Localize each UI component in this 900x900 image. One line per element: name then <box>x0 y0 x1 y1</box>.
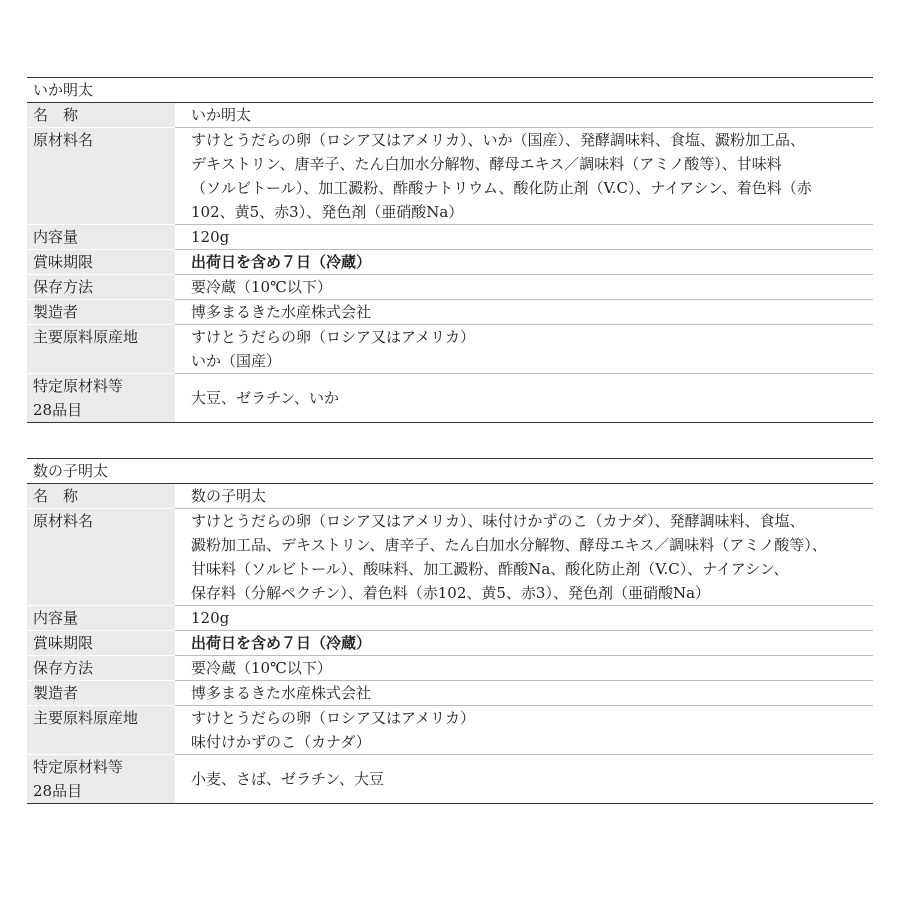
row-volume <box>27 606 873 631</box>
allergens-label-line: 28品目 <box>33 401 83 419</box>
origin-line: すけとうだらの卵（ロシア又はアメリカ） <box>191 328 475 346</box>
row-label: 原材料名 <box>27 128 175 225</box>
row-label: 主要原料原産地 <box>27 706 175 755</box>
origin-value <box>175 706 873 755</box>
best-before-value: 出荷日を含め７日（冷蔵） <box>175 631 873 656</box>
best-before-value: 出荷日を含め７日（冷蔵） <box>175 250 873 275</box>
row-volume <box>27 225 873 250</box>
allergens-label-line: 28品目 <box>33 782 83 800</box>
label-table-ika-mentai <box>27 77 873 423</box>
row-allergens <box>27 374 873 423</box>
row-storage <box>27 275 873 300</box>
allergens-value: 大豆、ゼラチン、いか <box>175 374 873 423</box>
allergens-value: 小麦、さば、ゼラチン、大豆 <box>175 755 873 804</box>
row-allergens <box>27 755 873 804</box>
row-label: 保存方法 <box>27 656 175 681</box>
manufacturer-value: 博多まるきた水産株式会社 <box>175 300 873 325</box>
row-label: 内容量 <box>27 225 175 250</box>
row-label: 名 称 <box>27 484 175 509</box>
ingredients-line: デキストリン、唐辛子、たん白加水分解物、酵母エキス／調味料（アミノ酸等）、甘味料 <box>191 155 782 173</box>
row-label: 保存方法 <box>27 275 175 300</box>
row-label <box>27 374 175 423</box>
origin-line: いか（国産） <box>191 352 282 370</box>
row-label: 賞味期限 <box>27 631 175 656</box>
row-name <box>27 103 873 128</box>
storage-value: 要冷蔵（10℃以下） <box>175 275 873 300</box>
row-label: 製造者 <box>27 300 175 325</box>
row-best-before <box>27 631 873 656</box>
label-table-kazunoko-mentai <box>27 458 873 804</box>
row-best-before <box>27 250 873 275</box>
table-title-row <box>27 78 873 103</box>
ingredients-line: すけとうだらの卵（ロシア又はアメリカ）、いか（国産）、発酵調味料、食塩、澱粉加工品、 <box>191 131 805 149</box>
row-origin <box>27 706 873 755</box>
row-label: 主要原料原産地 <box>27 325 175 374</box>
product-name-value: いか明太 <box>175 103 873 128</box>
row-ingredients <box>27 509 873 606</box>
row-manufacturer <box>27 300 873 325</box>
row-name <box>27 484 873 509</box>
row-label: 賞味期限 <box>27 250 175 275</box>
row-manufacturer <box>27 681 873 706</box>
row-label <box>27 755 175 804</box>
ingredients-value <box>175 509 873 606</box>
product-name-value: 数の子明太 <box>175 484 873 509</box>
table-title: いか明太 <box>27 78 873 103</box>
ingredients-line: 102、黄5、赤3）、発色剤（亜硝酸Na） <box>191 203 464 221</box>
manufacturer-value: 博多まるきた水産株式会社 <box>175 681 873 706</box>
storage-value: 要冷蔵（10℃以下） <box>175 656 873 681</box>
row-storage <box>27 656 873 681</box>
volume-value: 120g <box>175 225 873 250</box>
origin-value <box>175 325 873 374</box>
table-title: 数の子明太 <box>27 459 873 484</box>
ingredients-line: 澱粉加工品、デキストリン、唐辛子、たん白加水分解物、酵母エキス／調味料（アミノ酸等）、 <box>191 536 827 554</box>
row-label: 原材料名 <box>27 509 175 606</box>
volume-value: 120g <box>175 606 873 631</box>
row-origin <box>27 325 873 374</box>
ingredients-line: （ソルビトール）、加工澱粉、酢酸ナトリウム、酸化防止剤（V.C）、ナイアシン、着色料（赤 <box>191 179 812 197</box>
ingredients-line: すけとうだらの卵（ロシア又はアメリカ）、味付けかずのこ（カナダ）、発酵調味料、食塩、 <box>191 512 805 530</box>
table-title-row <box>27 459 873 484</box>
ingredients-value <box>175 128 873 225</box>
row-label: 製造者 <box>27 681 175 706</box>
allergens-label-line: 特定原材料等 <box>33 377 124 395</box>
ingredients-line: 甘味料（ソルビトール）、酸味料、加工澱粉、酢酸Na、酸化防止剤（V.C）、ナイアシン、 <box>191 560 789 578</box>
origin-line: すけとうだらの卵（ロシア又はアメリカ） <box>191 709 475 727</box>
ingredients-line: 保存料（分解ペクチン）、着色料（赤102、黄5、赤3）、発色剤（亜硝酸Na） <box>191 584 711 602</box>
origin-line: 味付けかずのこ（カナダ） <box>191 733 371 751</box>
row-label: 内容量 <box>27 606 175 631</box>
row-label: 名 称 <box>27 103 175 128</box>
allergens-label-line: 特定原材料等 <box>33 758 124 776</box>
row-ingredients <box>27 128 873 225</box>
